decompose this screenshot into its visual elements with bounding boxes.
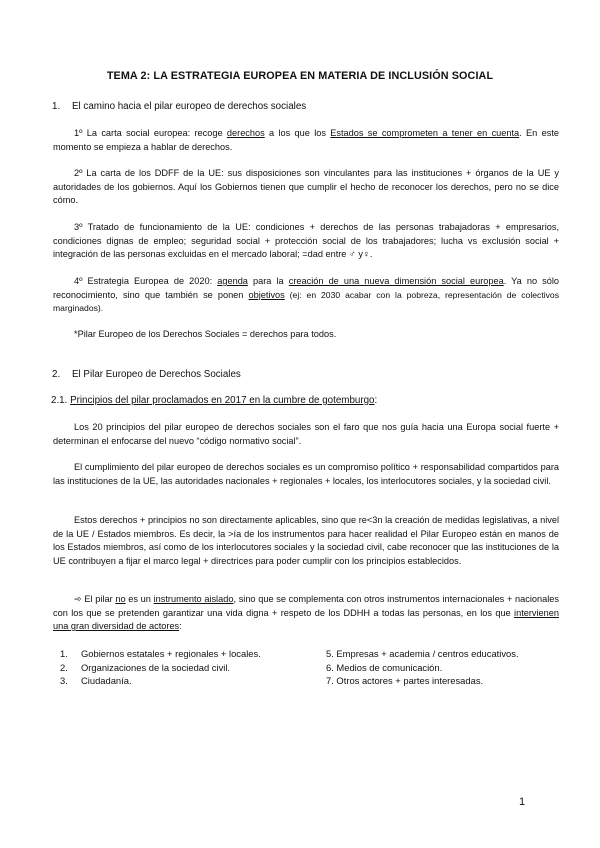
section-1-heading bbox=[52, 101, 306, 112]
paragraph-derechos-principios: Estos derechos + principios no son directamente aplicables, sino que re<3n la creación de medidas legislativas, a nivel de la UE / Estados miembros. Es decir, la >ía de los instrumentos para hacer realidad el Pilar Europeo están en manos de los Estados miembros, así como de los interlocutores sociales y la sociedad civil, cabe reconocer que las instituciones de la UE contribuyen a fijar el marco legal + directrices para poder cumplir con los principios establecidos. bbox=[53, 515, 559, 566]
list-item: 7. Otros actores + partes interesadas. bbox=[326, 675, 484, 687]
actors-list-left bbox=[60, 647, 261, 688]
subsection-2-1-heading: 2.1. Principios del pilar proclamados en 2017 en la cumbre de gotemburgo: bbox=[51, 395, 378, 406]
list-item: 1. Gobiernos estatales + regionales + locales. bbox=[60, 648, 261, 659]
list-item: 2. Organizaciones de la sociedad civil. bbox=[60, 661, 231, 673]
paragraph-carta-ddff: 2º La carta de los DDFF de la UE: sus disposiciones son vinculantes para las instituciones + órganos de la UE y autoridades de los gobiernos. Aquí los Gobiernos tienen que cumplir el hecho de reconocer los derechos, pero no se dice cómo. bbox=[53, 168, 559, 206]
paragraph-pilar-no-aislado: ➾ El pilar no es un instrumento aislado, sino que se complementa con otros instrumentos internacionales + nacionales con los que se pretenden garantizar una vida digna + respeto de los DDHH a todas las personas, en los que intervienen una gran diversidad de actores: bbox=[53, 594, 559, 632]
note-pilar-europeo: *Pilar Europeo de los Derechos Sociales = derechos para todos. bbox=[74, 329, 337, 339]
section-2-title: El Pilar Europeo de Derechos Sociales bbox=[72, 369, 241, 380]
paragraph-tratado: 3º Tratado de funcionamiento de la UE: condiciones + derechos de las personas trabajadoras + empresarios, condiciones dignas de empleo; seguridad social + protección social de los trabajadores; lucha vs exclusión social + integración de las personas excluidas en el mercado laboral; =dad entre ♂ y♀. bbox=[53, 222, 559, 260]
list-item: 5. Empresas + academia / centros educativos. bbox=[326, 648, 519, 659]
arrow-icon: ➾ bbox=[74, 594, 82, 604]
paragraph-20-principios: Los 20 principios del pilar europeo de derechos sociales son el faro que nos guía hacia una Europa social fuerte + determinan el enfocarse del nuevo “código normativo social”. bbox=[53, 422, 559, 446]
section-2-heading bbox=[52, 369, 241, 380]
section-2-number: 2. bbox=[52, 369, 61, 380]
list-item: 3. Ciudadanía. bbox=[60, 675, 132, 687]
subsection-2-1-title: Principios del pilar proclamados en 2017 en la cumbre de gotemburgo bbox=[70, 395, 375, 406]
page-title: TEMA 2: LA ESTRATEGIA EUROPEA EN MATERIA DE INCLUSIÓN SOCIAL bbox=[106, 70, 494, 82]
list-item: 6. Medios de comunicación. bbox=[326, 661, 443, 673]
page-number: 1 bbox=[519, 796, 526, 808]
paragraph-cumplimiento: El cumplimiento del pilar europeo de derechos sociales es un compromiso político + responsabilidad compartidos para las instituciones de la UE, las autoridades nacionales + regionales + locales, los interlocutores sociales, y la sociedad civil. bbox=[53, 462, 559, 486]
paragraph-carta-social: 1º La carta social europea: recoge derechos a los que los Estados se comprometen a tener en cuenta. En este momento se empieza a hablar de derechos. bbox=[53, 128, 559, 152]
actors-list-right bbox=[326, 647, 519, 688]
paragraph-estrategia-2020: 4º Estrategia Europea de 2020: agenda para la creación de una nueva dimensión social europea. Ya no sólo reconocimiento, sino que también se ponen objetivos (ej: en 2030 acabar con la pobreza, representación de colectivos marginados). bbox=[53, 276, 559, 314]
section-1-number: 1. bbox=[52, 101, 61, 112]
section-1-title: El camino hacia el pilar europeo de derechos sociales bbox=[72, 101, 307, 112]
